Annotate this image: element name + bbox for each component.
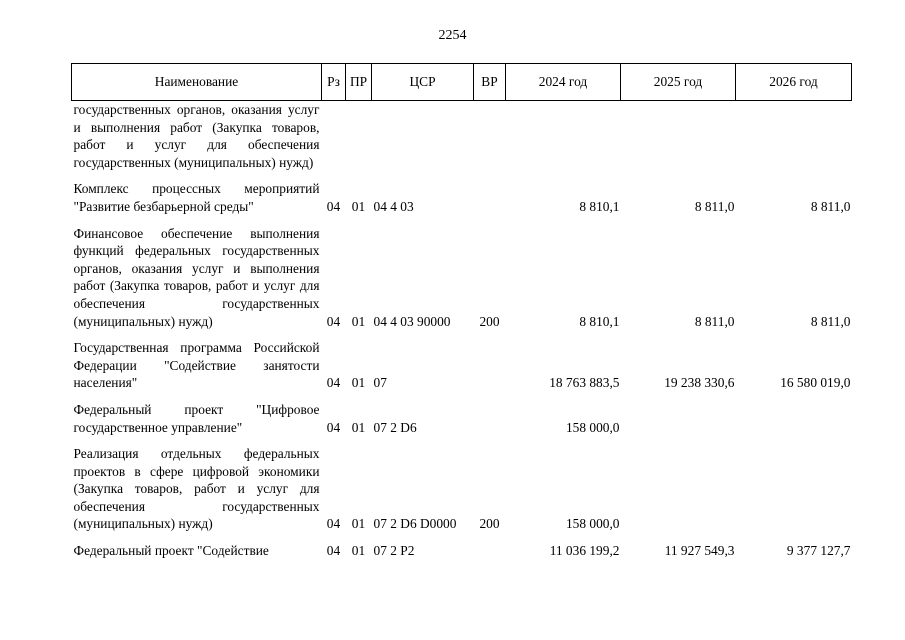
row-rz: 04: [326, 375, 341, 391]
row-2024: 158 000,0: [565, 419, 620, 435]
row-2024: 8 810,1: [579, 198, 620, 214]
row-vr: 200: [479, 516, 500, 532]
header-name: Наименование: [72, 64, 322, 101]
header-2026: 2026 год: [736, 64, 852, 101]
row-name: Финансовое обеспечение выполнения функций федеральных государственных органов, оказания услуг и выполнения работ (Закупка товаров, работ и услуг для обеспечения государственных (муниципальных) нужд): [73, 225, 320, 329]
row-csr: 04 4 03: [373, 198, 414, 214]
table-header-row: [72, 64, 852, 101]
row-vr: [474, 339, 506, 401]
row-csr: 07 2 D6 D0000: [373, 516, 457, 532]
row-2024: 18 763 883,5: [549, 375, 620, 391]
row-2026: 8 811,0: [810, 313, 851, 329]
row-rz: [322, 101, 346, 181]
row-rz: 04: [326, 516, 341, 532]
row-vr: [474, 401, 506, 445]
page-number: 2254: [438, 28, 467, 43]
header-pr: ПР: [346, 64, 372, 101]
row-vr: [474, 542, 506, 560]
row-2025: [621, 445, 736, 542]
row-pr: [346, 101, 372, 181]
row-2026: [736, 445, 852, 542]
row-pr: 01: [351, 375, 366, 391]
header-rz: Рз: [322, 64, 346, 101]
row-csr: 07 2 P2: [373, 543, 415, 559]
row-pr: 01: [351, 543, 366, 559]
budget-table: [71, 63, 852, 560]
table-row: [72, 445, 852, 542]
row-2026: [736, 101, 852, 181]
header-csr: ЦСР: [372, 64, 474, 101]
row-vr: [474, 180, 506, 224]
header-vr: ВР: [474, 64, 506, 101]
table-row: [72, 101, 852, 181]
row-rz: 04: [326, 419, 341, 435]
header-2024: 2024 год: [506, 64, 621, 101]
row-rz: 04: [326, 543, 341, 559]
row-vr: [474, 101, 506, 181]
row-csr: [372, 101, 474, 181]
table-row: [72, 401, 852, 445]
row-csr: 07: [373, 375, 387, 391]
row-name: Реализация отдельных федеральных проектов в сфере цифровой экономики (Закупка товаров, работ и услуг для обеспечения государственных (муниципальных) нужд): [73, 446, 320, 532]
row-rz: 04: [326, 198, 341, 214]
row-csr: 07 2 D6: [373, 419, 417, 435]
row-name: Государственная программа Российской Федерации "Содействие занятости населения": [73, 340, 320, 391]
row-name: государственных органов, оказания услуг и выполнения работ (Закупка товаров, работ и услуг для обеспечения государственных (муниципальных) нужд): [73, 102, 320, 170]
row-vr: 200: [479, 313, 500, 329]
row-pr: 01: [351, 419, 366, 435]
table-row: [72, 225, 852, 340]
row-2025: 8 811,0: [694, 313, 735, 329]
row-2024: 158 000,0: [565, 516, 620, 532]
row-2025: [621, 401, 736, 445]
row-2025: 11 927 549,3: [664, 543, 735, 559]
row-2026: 8 811,0: [810, 198, 851, 214]
row-pr: 01: [351, 313, 366, 329]
row-2024: [506, 101, 621, 181]
row-2024: 11 036 199,2: [549, 543, 620, 559]
row-pr: 01: [351, 516, 366, 532]
row-name: Комплекс процессных мероприятий "Развитие безбарьерной среды": [73, 181, 320, 214]
row-2024: 8 810,1: [579, 313, 620, 329]
row-csr: 04 4 03 90000: [373, 313, 451, 329]
table-row: [72, 542, 852, 560]
row-name: Федеральный проект "Содействие: [73, 543, 269, 559]
row-2025: 19 238 330,6: [664, 375, 735, 391]
row-2026: 16 580 019,0: [780, 375, 851, 391]
row-2025: 8 811,0: [694, 198, 735, 214]
row-pr: 01: [351, 198, 366, 214]
row-2026: 9 377 127,7: [786, 543, 851, 559]
row-rz: 04: [326, 313, 341, 329]
row-2025: [621, 101, 736, 181]
row-name: Федеральный проект "Цифровое государственное управление": [73, 401, 320, 435]
table-row: [72, 180, 852, 224]
row-2026: [736, 401, 852, 445]
table-row: [72, 339, 852, 401]
header-2025: 2025 год: [621, 64, 736, 101]
